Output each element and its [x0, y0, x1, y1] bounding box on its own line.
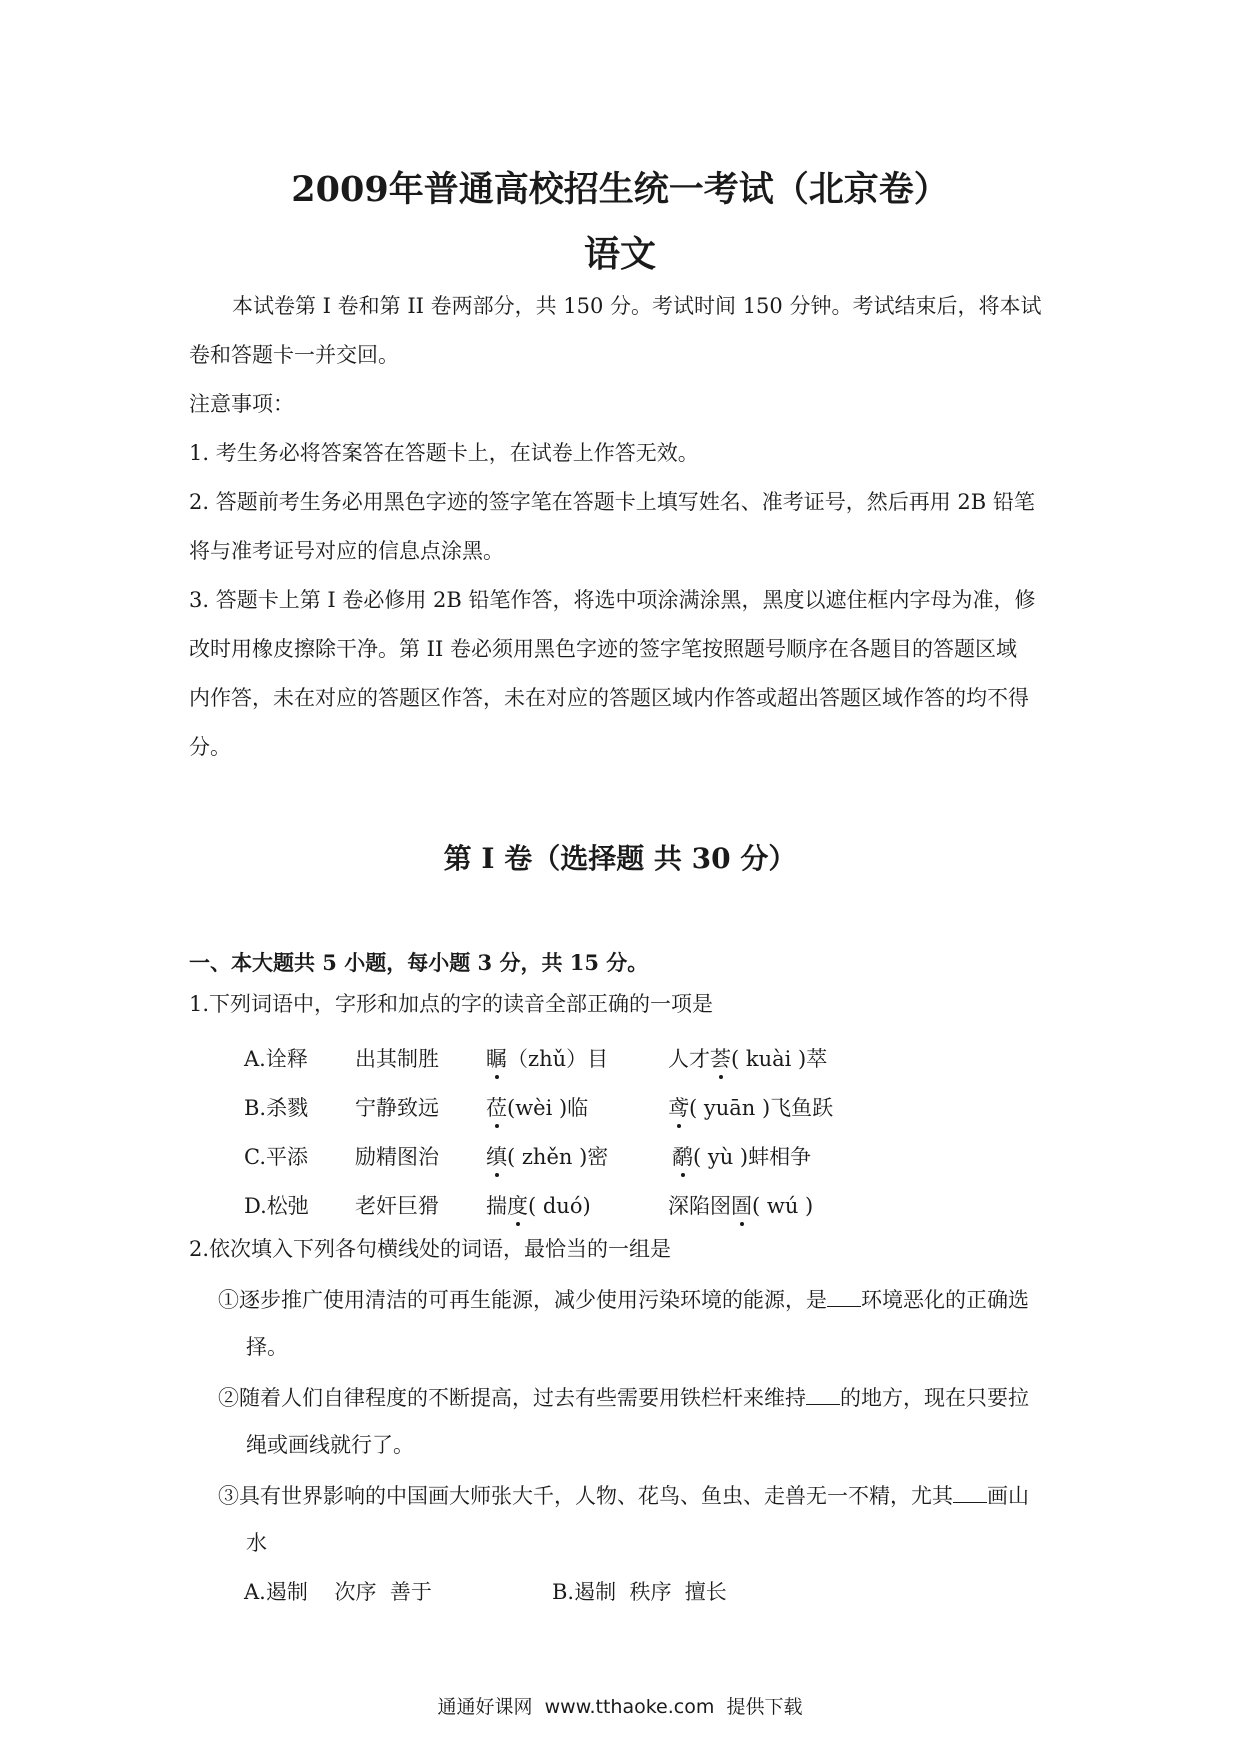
question-2-sentence-2-line-1: ②随着人们自律程度的不断提高，过去有些需要用铁栏杆来维持 的地方，现在只要拉 [218, 1386, 1029, 1410]
note-1: 1. 考生务必将答案答在答题卡上，在试卷上作答无效。 [189, 441, 699, 465]
option-a-word-4: 人才荟( kuài )萃 [668, 1047, 828, 1071]
blank-1 [827, 1288, 861, 1307]
intro-line-1: 本试卷第 I 卷和第 II 卷两部分，共 150 分。考试时间 150 分钟。考试结束后，将本试 [232, 294, 1042, 318]
exam-title: 2009年普通高校招生统一考试（北京卷） [291, 169, 949, 210]
question-2-option-a: A.遏制 次序 善于 [244, 1580, 432, 1604]
question-2-option-b: B.遏制 秩序 擅长 [552, 1580, 727, 1604]
option-d-word-2: 老奸巨猾 [355, 1194, 439, 1218]
option-c-word-2: 励精图治 [355, 1145, 439, 1169]
part-1-heading: 一、本大题共 5 小题，每小题 3 分，共 15 分。 [189, 950, 649, 975]
question-2-sentence-1-line-1: ①逐步推广使用清洁的可再生能源，减少使用污染环境的能源，是 环境恶化的正确选 [218, 1288, 1029, 1312]
option-b-word-3: 莅(wèi )临 [486, 1096, 589, 1120]
option-d-word-3: 揣度( duó) [486, 1194, 591, 1218]
option-b-word-4: 鸢( yuān )飞鱼跃 [668, 1096, 834, 1120]
blank-2 [806, 1386, 840, 1405]
option-d-word-1: D.松弛 [244, 1194, 309, 1218]
option-c-word-3: 缜( zhěn )密 [486, 1145, 609, 1169]
option-a-word-2: 出其制胜 [355, 1047, 439, 1071]
note-3-line-3: 内作答，未在对应的答题区作答，未在对应的答题区域内作答或超出答题区域作答的均不得 [189, 686, 1029, 710]
note-3-line-2: 改时用橡皮擦除干净。第 II 卷必须用黑色字迹的签字笔按照题号顺序在各题目的答题区域 [189, 637, 1017, 661]
option-b-word-1: B.杀戮 [244, 1096, 309, 1120]
question-2-sentence-3-line-2: 水 [246, 1531, 267, 1555]
notice-label: 注意事项： [189, 392, 294, 416]
blank-3 [953, 1484, 987, 1503]
question-1-stem: 1.下列词语中，字形和加点的字的读音全部正确的一项是 [189, 992, 714, 1016]
note-2-line-2: 将与准考证号对应的信息点涂黑。 [189, 539, 504, 563]
note-2-line-1: 2. 答题前考生务必用黑色字迹的签字笔在答题卡上填写姓名、准考证号，然后再用 2B 铅笔 [189, 490, 1035, 514]
option-a-word-3: 瞩（zhǔ）目 [486, 1047, 609, 1071]
option-a-word-1: A.诠释 [244, 1047, 308, 1071]
note-3-line-1: 3. 答题卡上第 I 卷必修用 2B 铅笔作答，将选中项涂满涂黑，黑度以遮住框内字母为准，修 [189, 588, 1036, 612]
question-2-stem: 2.依次填入下列各句横线处的词语，最恰当的一组是 [189, 1237, 672, 1261]
subject-title: 语文 [583, 233, 656, 275]
option-c-word-1: C.平添 [244, 1145, 308, 1169]
question-2-sentence-1-line-2: 择。 [246, 1335, 288, 1359]
option-b-word-2: 宁静致远 [355, 1096, 439, 1120]
question-2-sentence-2-line-2: 绳或画线就行了。 [246, 1433, 414, 1457]
footer-source: 通通好课网 www.tthaoke.com 提供下载 [437, 1696, 803, 1718]
option-d-word-4: 深陷囹圄( wú ) [668, 1194, 814, 1218]
option-c-word-4: 鹬( yù )蚌相争 [672, 1145, 812, 1169]
section-1-title: 第 I 卷（选择题 共 30 分） [443, 842, 797, 875]
note-3-line-4: 分。 [189, 735, 231, 759]
intro-line-2: 卷和答题卡一并交回。 [189, 343, 399, 367]
question-2-sentence-3-line-1: ③具有世界影响的中国画大师张大千，人物、花鸟、鱼虫、走兽无一不精，尤其 画山 [218, 1484, 1029, 1508]
